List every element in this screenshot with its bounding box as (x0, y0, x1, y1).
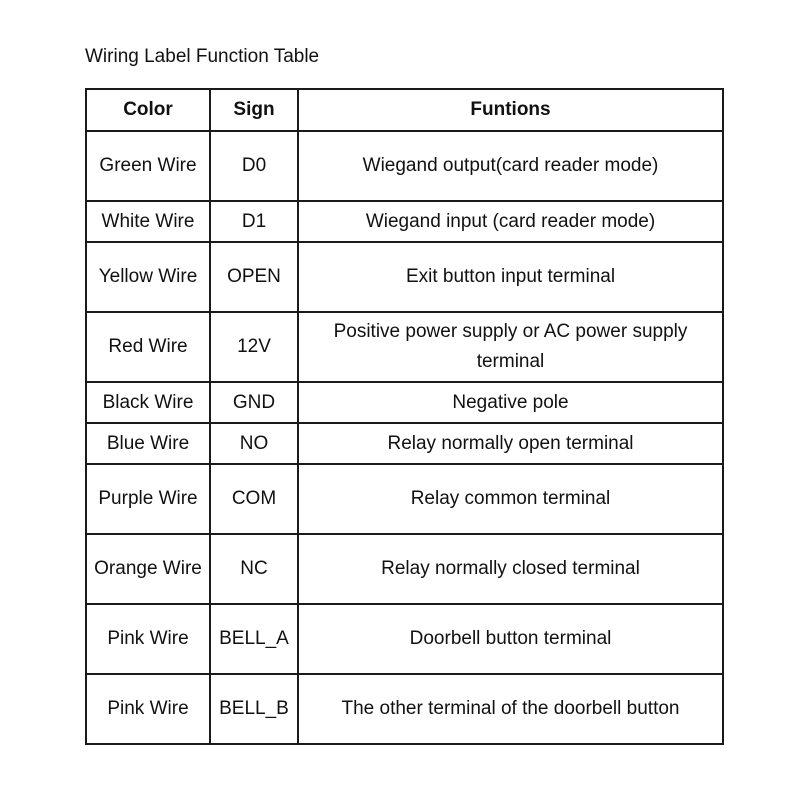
wire-function-cell: Wiegand output(card reader mode) (298, 131, 723, 201)
wire-color-cell: Yellow Wire (86, 242, 210, 312)
column-header-functions: Funtions (298, 89, 723, 131)
wire-sign-cell: BELL_B (210, 674, 298, 744)
wire-function-cell: The other terminal of the doorbell button (298, 674, 723, 744)
wire-sign-cell: D0 (210, 131, 298, 201)
wire-color-cell: White Wire (86, 201, 210, 242)
wire-color-cell: Green Wire (86, 131, 210, 201)
wire-color-cell: Purple Wire (86, 464, 210, 534)
wire-function-cell: Relay common terminal (298, 464, 723, 534)
wire-function-cell: Relay normally open terminal (298, 423, 723, 464)
wire-color-cell: Red Wire (86, 312, 210, 382)
table-row (86, 312, 723, 382)
wire-color-cell: Orange Wire (86, 534, 210, 604)
wire-sign-cell: D1 (210, 201, 298, 242)
wire-function-cell: Positive power supply or AC power supply terminal (298, 312, 723, 382)
wire-color-cell: Black Wire (86, 382, 210, 423)
table-row (86, 242, 723, 312)
wire-function-cell: Negative pole (298, 382, 723, 423)
table-row (86, 382, 723, 423)
wire-function-cell: Wiegand input (card reader mode) (298, 201, 723, 242)
wire-sign-cell: 12V (210, 312, 298, 382)
table-row (86, 534, 723, 604)
table-row (86, 464, 723, 534)
wire-sign-cell: NC (210, 534, 298, 604)
table-row (86, 674, 723, 744)
table-row (86, 201, 723, 242)
wire-sign-cell: OPEN (210, 242, 298, 312)
wire-function-cell: Exit button input terminal (298, 242, 723, 312)
table-title: Wiring Label Function Table (85, 46, 320, 67)
wire-sign-cell: NO (210, 423, 298, 464)
table-row (86, 604, 723, 674)
table-row (86, 423, 723, 464)
wiring-label-table (85, 88, 724, 745)
column-header-color: Color (86, 89, 210, 131)
wire-sign-cell: COM (210, 464, 298, 534)
wire-color-cell: Blue Wire (86, 423, 210, 464)
table-row (86, 131, 723, 201)
wire-sign-cell: GND (210, 382, 298, 423)
wire-color-cell: Pink Wire (86, 674, 210, 744)
wire-color-cell: Pink Wire (86, 604, 210, 674)
wire-function-cell: Doorbell button terminal (298, 604, 723, 674)
wire-sign-cell: BELL_A (210, 604, 298, 674)
wire-function-cell: Relay normally closed terminal (298, 534, 723, 604)
column-header-sign: Sign (210, 89, 298, 131)
table-header-row (86, 89, 723, 131)
